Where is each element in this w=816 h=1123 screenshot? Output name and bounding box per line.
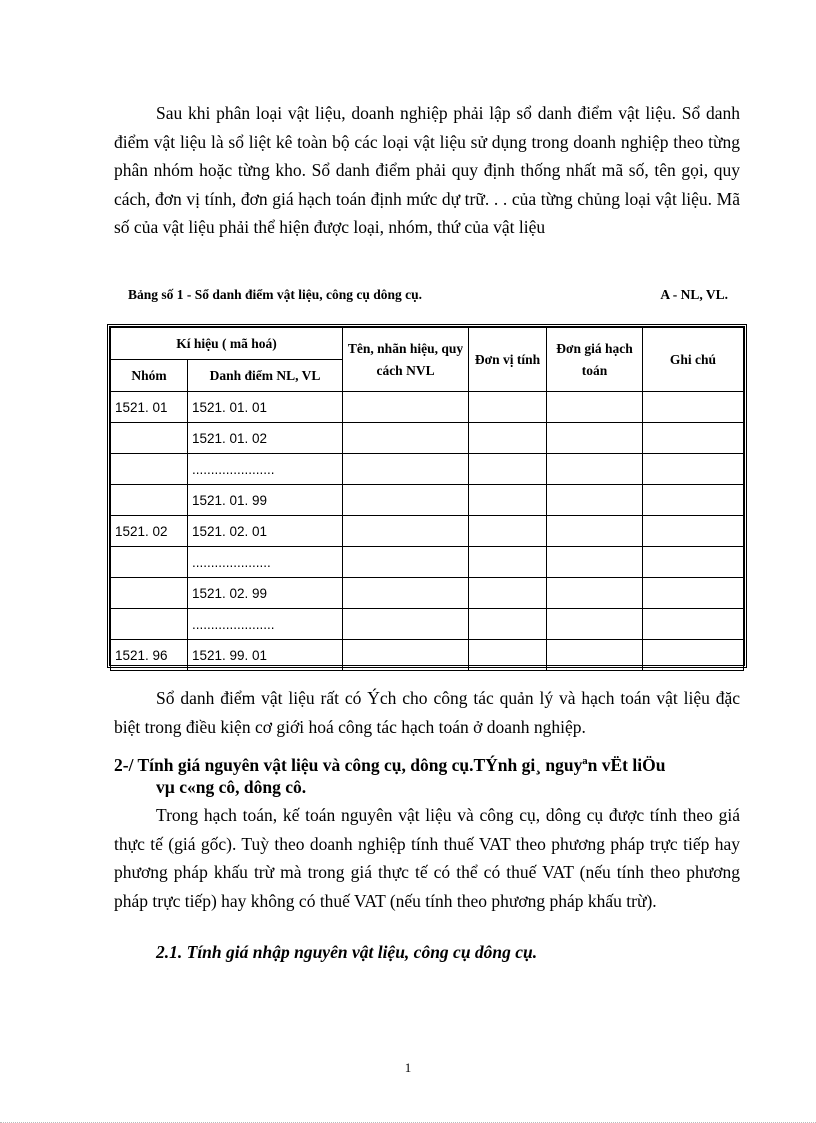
table-row: [111, 454, 744, 485]
table-row: [111, 485, 744, 516]
cell-group: [111, 609, 188, 640]
table-row: [111, 578, 744, 609]
table-caption-code: A - NL, VL.: [660, 287, 728, 302]
paragraph-pricing-text: Trong hạch toán, kế toán nguyên vật liệu và công cụ, dông cụ được tính theo giá thực tế (giá gốc). Tuỳ theo doanh nghiệp tính thuế VAT theo phương pháp trực tiếp hay phương pháp khấu trừ mà trong giá thực tế có thể có thuế VAT (nếu tính theo phương pháp trực tiếp) hay không có thuế VAT (nếu tính theo phương pháp khấu trừ).: [114, 805, 740, 911]
cell-catalog-code: 1521. 01. 02: [188, 423, 343, 454]
cell-catalog-code: 1521. 01. 99: [188, 485, 343, 516]
cell-group: [111, 423, 188, 454]
cell-catalog-code: ......................: [188, 609, 343, 640]
cell-catalog-code: ......................: [188, 454, 343, 485]
cell-group: [111, 454, 188, 485]
table-header-row: [111, 328, 744, 360]
cell-group: [111, 485, 188, 516]
header-name-spec: Tên, nhãn hiệu, quy cách NVL: [343, 328, 469, 392]
section-heading-2-1: 2.1. Tính giá nhập nguyên vật liệu, công cụ dông cụ.: [156, 942, 538, 962]
header-notes: Ghi chú: [643, 328, 744, 392]
header-catalog-code: Danh điểm NL, VL: [188, 360, 343, 392]
section-heading-2: [114, 754, 744, 798]
header-unit: Đơn vị tính: [469, 328, 547, 392]
table-row: [111, 640, 744, 671]
table-row: [111, 392, 744, 423]
cell-catalog-code: 1521. 02. 01: [188, 516, 343, 547]
material-catalog-table: [107, 324, 747, 668]
cell-group: 1521. 96: [111, 640, 188, 671]
cell-group: [111, 578, 188, 609]
paragraph-usefulness-text: Sổ danh điểm vật liệu rất có Ých cho công tác quản lý và hạch toán vật liệu đặc biệt trong điều kiện cơ giới hoá công tác hạch toán ở doanh nghiệp.: [114, 688, 740, 737]
header-unit-price: Đơn giá hạch toán: [547, 328, 643, 392]
cell-group: 1521. 01: [111, 392, 188, 423]
table-row: [111, 516, 744, 547]
paragraph-intro: [114, 99, 740, 242]
cell-catalog-code: .....................: [188, 547, 343, 578]
table-row: [111, 609, 744, 640]
paragraph-pricing: [114, 801, 740, 915]
table-row: [111, 547, 744, 578]
section-heading-2-line1: 2-/ Tính giá nguyên vật liệu và công cụ, dông cụ.TÝnh gi¸ nguyªn vËt liÖu: [114, 755, 666, 775]
table-caption: [128, 287, 728, 307]
cell-group: [111, 547, 188, 578]
page-number: 1: [404, 1060, 412, 1075]
paragraph-usefulness: [114, 684, 740, 741]
paragraph-intro-text: Sau khi phân loại vật liệu, doanh nghiệp phải lập sổ danh điểm vật liệu. Sổ danh điểm vật liệu là sổ liệt kê toàn bộ các loại vật liệu sử dụng trong doanh nghiệp theo từng phân nhóm hoặc từng kho. Sổ danh điểm phải quy định thống nhất mã số, tên gọi, quy cách, đơn vị tính, đơn giá hạch toán định mức dự trữ. . . của từng chủng loại vật liệu. Mã số của vật liệu phải thể hiện được loại, nhóm, thứ của vật liệu: [114, 103, 740, 237]
table-caption-title: Bảng số 1 - Sổ danh điểm vật liệu, công cụ dông cụ.: [128, 287, 423, 302]
cell-catalog-code: 1521. 01. 01: [188, 392, 343, 423]
table-row: [111, 423, 744, 454]
header-group: Nhóm: [111, 360, 188, 392]
section-heading-2-line2: vµ c«ng cô, dông cô.: [156, 777, 307, 797]
cell-catalog-code: 1521. 02. 99: [188, 578, 343, 609]
header-symbol-group: Kí hiệu ( mã hoá): [111, 328, 343, 360]
cell-group: 1521. 02: [111, 516, 188, 547]
cell-catalog-code: 1521. 99. 01: [188, 640, 343, 671]
